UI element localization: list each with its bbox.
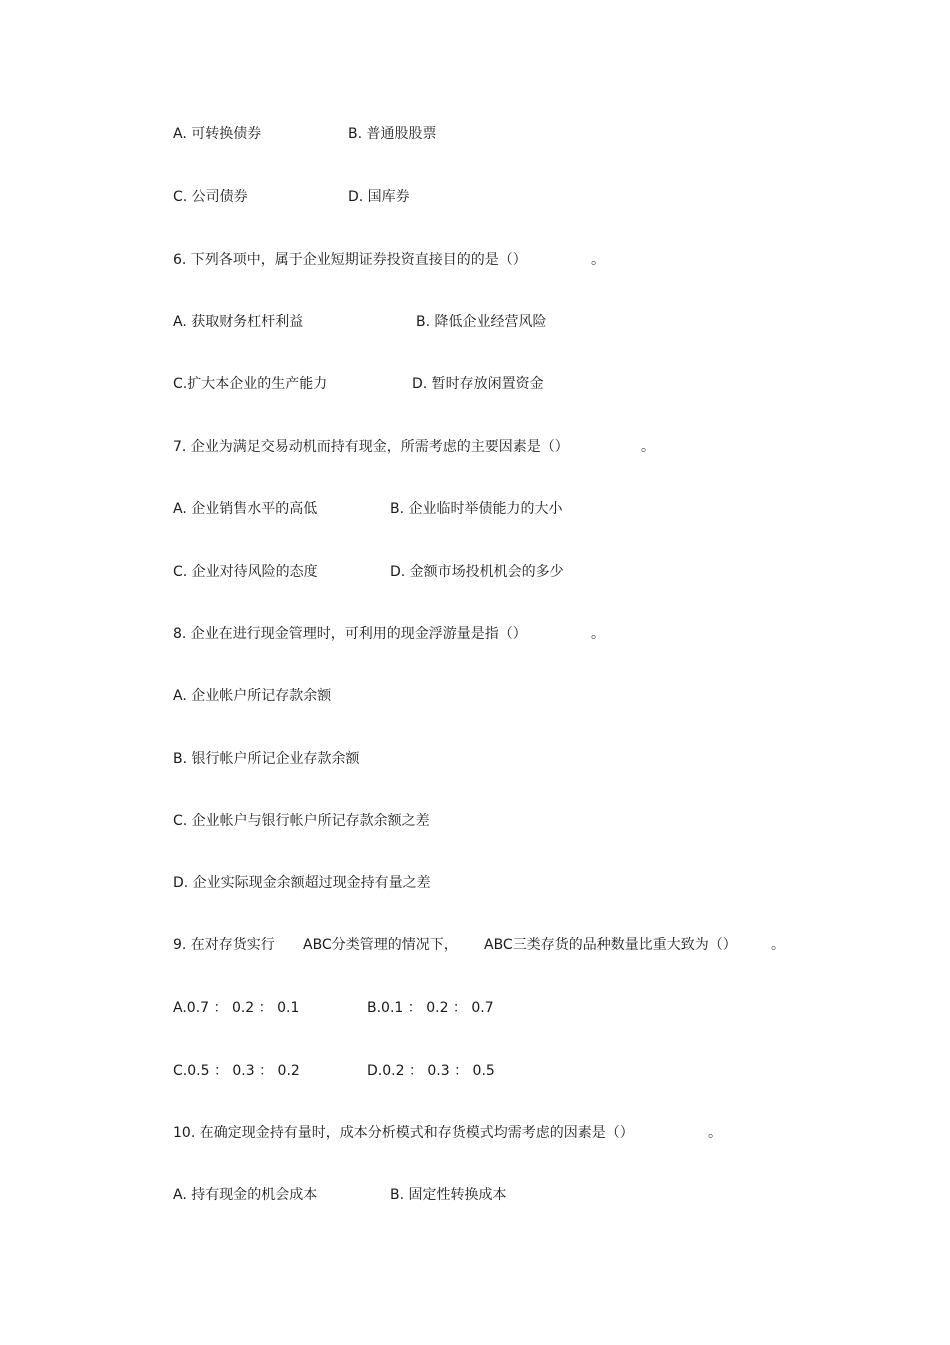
- question-end-mark: 。: [771, 937, 785, 953]
- option-d: D. 国库券: [348, 189, 410, 205]
- option-c: C.0.5 ： 0.3 ： 0.2: [173, 1063, 300, 1079]
- option-b: B. 普通股股票: [348, 126, 437, 142]
- question-text-part1: 9. 在对存货实行: [173, 937, 275, 953]
- option-b: B. 降低企业经营风险: [416, 314, 547, 330]
- question-text-part2: ABC分类管理的情况下，: [303, 937, 458, 953]
- question-end-mark: 。: [591, 626, 605, 642]
- question-text: 6. 下列各项中，属于企业短期证券投资直接目的的是（）: [173, 252, 527, 268]
- question-end-mark: 。: [708, 1125, 722, 1141]
- option-c: C. 公司债券: [173, 189, 248, 205]
- option-a: A.0.7 ： 0.2 ： 0.1: [173, 1000, 300, 1016]
- question-text: 8. 企业在进行现金管理时，可利用的现金浮游量是指（）: [173, 626, 527, 642]
- option-d: D. 企业实际现金余额超过现金持有量之差: [173, 875, 431, 891]
- option-c: C. 企业帐户与银行帐户所记存款余额之差: [173, 813, 430, 829]
- option-b: B. 企业临时举债能力的大小: [390, 501, 563, 517]
- option-b: B. 银行帐户所记企业存款余额: [173, 751, 360, 767]
- question-end-mark: 。: [641, 439, 655, 455]
- question-text: 10. 在确定现金持有量时，成本分析模式和存货模式均需考虑的因素是（）: [173, 1125, 634, 1141]
- option-a: A. 企业帐户所记存款余额: [173, 688, 332, 704]
- question-text-part3: ABC三类存货的品种数量比重大致为（）: [484, 937, 737, 953]
- option-d: D. 金额市场投机机会的多少: [390, 564, 564, 580]
- question-end-mark: 。: [591, 252, 605, 268]
- option-a: A. 企业销售水平的高低: [173, 501, 318, 517]
- question-text: 7. 企业为满足交易动机而持有现金，所需考虑的主要因素是（）: [173, 439, 569, 455]
- option-b: B. 固定性转换成本: [390, 1187, 507, 1203]
- option-c: C. 企业对待风险的态度: [173, 564, 318, 580]
- option-a: A. 持有现金的机会成本: [173, 1187, 318, 1203]
- option-a: A. 获取财务杠杆利益: [173, 314, 304, 330]
- option-d: D.0.2 ： 0.3 ： 0.5: [367, 1063, 495, 1079]
- option-d: D. 暂时存放闲置资金: [412, 376, 544, 392]
- option-a: A. 可转换债券: [173, 126, 262, 142]
- option-c: C.扩大本企业的生产能力: [173, 376, 328, 392]
- option-b: B.0.1 ： 0.2 ： 0.7: [367, 1000, 494, 1016]
